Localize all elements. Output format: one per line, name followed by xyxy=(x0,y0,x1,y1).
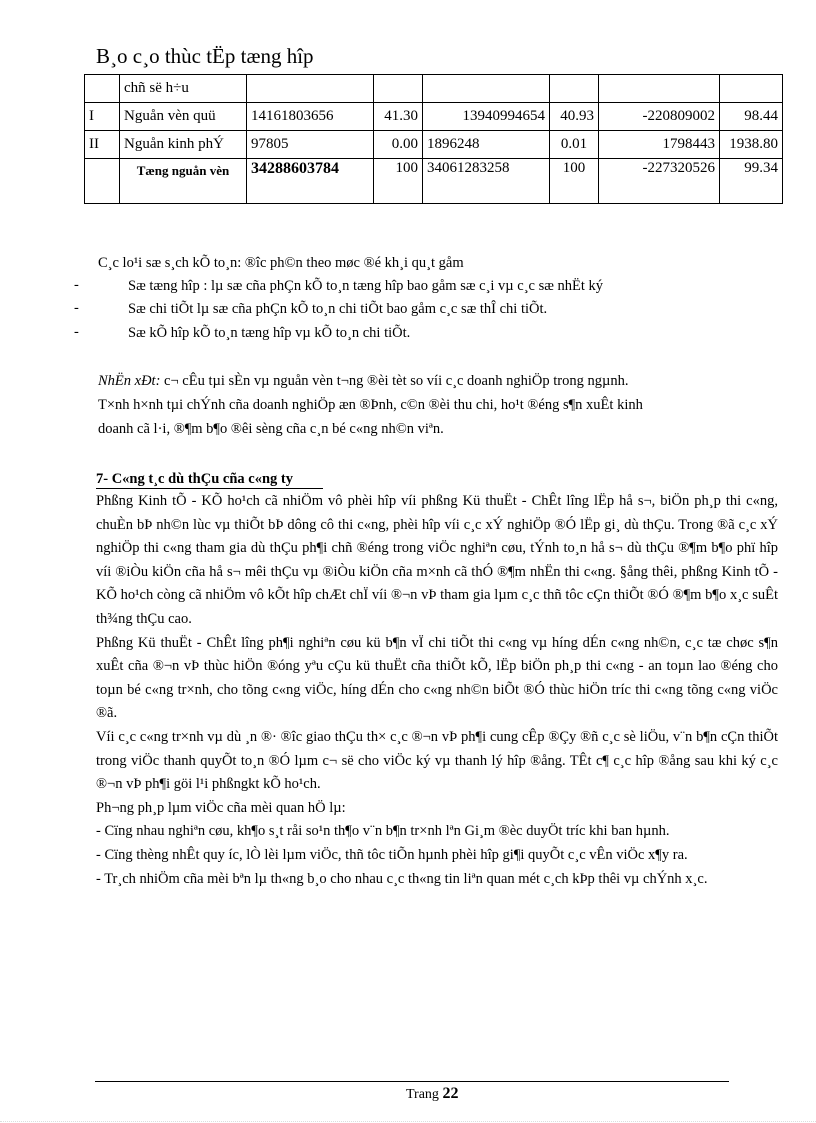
bullet-dash: - xyxy=(74,277,79,293)
row-number: I xyxy=(85,103,120,131)
row-name: Nguån vèn quü xyxy=(120,103,247,131)
paragraph: - Cïng thèng nhÊt quy íc, lÒ lèi lµm viÖc, thñ tôc tiÕn hµnh phèi hîp gi¶i quyÕt c¸c vÊn viÖc x¶y ra. xyxy=(96,846,688,863)
footer-label: Trang xyxy=(406,1087,439,1102)
row-value-2: 1896248 xyxy=(423,131,550,159)
page-title: B¸o c¸o thùc tËp tæng hîp xyxy=(96,44,314,68)
bullet-dash: - xyxy=(74,300,79,316)
remark-line-2: T×nh h×nh tµi chÝnh cña doanh nghiÖp æn ®Þnh, c©n ®èi thu chi, ho¹t ®éng s¶n xuÊt kinh xyxy=(98,397,643,413)
row-name: Nguån kinh phÝ xyxy=(120,131,247,159)
row-ratio: 1938.80 xyxy=(720,131,783,159)
total-value-1: 34288603784 xyxy=(247,159,374,204)
table-row xyxy=(85,131,783,159)
paragraph: Víi c¸c c«ng tr×nh vµ dù ¸n ®· ®îc giao thÇu th× c¸c ®¬n vÞ ph¶i cung cÊp ®Çy ®ñ c¸c sè liÖu, v¨n b¶n cÇn thiÕt trong viÖc thanh quyÕt to¸n ®Ó lµm c¬ së cho viÖc ký vµ thanh lý hîp ®ång. TÊt c¶ c¸c hîp ®ång sau khi ký c¸c ®¬n vÞ ph¶i göi l¹i phßngkt kÕ ho¹ch. xyxy=(96,728,778,793)
books-intro: C¸c lo¹i sæ s¸ch kÕ to¸n: ®îc ph©n theo møc ®é kh¸i qu¸t gåm xyxy=(98,255,464,271)
row-value-1: 97805 xyxy=(247,131,374,159)
page-edge xyxy=(0,1121,816,1122)
books-item: Sæ chi tiÕt lµ sæ cña phÇn kÕ to¸n chi tiÕt bao gåm c¸c sæ thÎ chi tiÕt. xyxy=(128,301,548,317)
total-percent-2: 100 xyxy=(550,159,599,204)
remark-line-3: doanh cã l·i, ®¶m b¶o ®êi sèng cña c¸n bé c«ng nh©n viªn. xyxy=(98,421,444,437)
table-row xyxy=(85,75,783,103)
table-header-cell: chñ së h÷u xyxy=(120,75,247,103)
bullet-dash: - xyxy=(74,324,79,340)
paragraph: Ph¬ng ph¸p lµm viÖc cña mèi quan hÖ lµ: xyxy=(96,799,346,816)
row-percent-1: 0.00 xyxy=(374,131,423,159)
capital-table xyxy=(84,74,783,204)
paragraph: - Cïng nhau nghiªn cøu, kh¶o s¸t råi so¹n th¶o v¨n b¶n tr×nh lªn Gi¸m ®èc duyÖt tríc khi ban hµnh. xyxy=(96,823,670,840)
row-difference: -220809002 xyxy=(599,103,720,131)
total-value-2: 34061283258 xyxy=(423,159,550,204)
footer-divider xyxy=(95,1081,729,1082)
page-number: 22 xyxy=(442,1085,459,1102)
row-percent-2: 0.01 xyxy=(550,131,599,159)
row-percent-2: 40.93 xyxy=(550,103,599,131)
paragraph: - Tr¸ch nhiÖm cña mèi bªn lµ th«ng b¸o cho nhau c¸c th«ng tin liªn quan mét c¸ch kÞp thêi vµ chÝnh x¸c. xyxy=(96,870,708,887)
remark-line-1: NhËn xÐt: c¬ cÊu tµi sÈn vµ nguån vèn t¬ng ®èi tèt so víi c¸c doanh nghiÖp trong ngµnh. xyxy=(98,373,629,389)
row-number: II xyxy=(85,131,120,159)
total-percent-1: 100 xyxy=(374,159,423,204)
paragraph: Phßng Kü thuËt - ChÊt lîng ph¶i nghiªn cøu kü b¶n vÏ chi tiÕt thi c«ng vµ híng dÉn c«ng nh©n, c¸c tæ chøc s¶n xuÊt cña ®¬n vÞ thùc hiÖn ®óng yªu cÇu kü thuËt cña thiÕt kÕ, lËp biÖn ph¸p thi c«ng - an toµn lao ®éng cho toµn bé c«ng tr×nh, cho tõng c«ng viÖc, híng dÉn cho c«ng nh©n biÕt ®Ó thùc hiÖn tríc thi c«ng tõng c«ng viÖc ®ã. xyxy=(96,634,778,722)
total-ratio: 99.34 xyxy=(720,159,783,204)
section-body xyxy=(96,490,778,891)
row-ratio: 98.44 xyxy=(720,103,783,131)
remark-label: NhËn xÐt: xyxy=(98,373,161,389)
row-value-1: 14161803656 xyxy=(247,103,374,131)
row-difference: 1798443 xyxy=(599,131,720,159)
row-value-2: 13940994654 xyxy=(423,103,550,131)
total-difference: -227320526 xyxy=(599,159,720,204)
table-total-row xyxy=(85,159,783,204)
paragraph: Phßng Kinh tÕ - KÕ ho¹ch cã nhiÖm vô phèi hîp víi phßng Kü thuËt - ChÊt lîng lËp hå s¬, biÖn ph¸p thi c«ng, chuÈn bÞ nh©n lùc vµ thiÕt bÞ dông cô thi c«ng, phèi hîp víi c¸c xÝ nghiÖp ®Ó lËp gi¸ dù thÇu. Trong ®ã c¸c xÝ nghiÖp thi c«ng tham gia dù thÇu ph¶i chñ ®éng trong viÖc nghiªn cøu, tÝnh to¸n hå s¬ dù thÇu ®¶m b¶o phï hîp víi ®iÒu kiÖn cña hå s¬ mêi thÇu vµ ®iÒu kiÖn cña m×nh cã thÓ ®¶m nhËn thi c«ng. §ång thêi, phßng Kinh tÕ - KÕ ho¹ch còng cã nhiÖm vô kÕt hîp chÆt chÏ víi ®¬n vÞ tham gia lµm c¸c thñ tôc cÇn thiÕt ®Ó ®¶m b¶o x¸c suÊt th¾ng thÇu cao. xyxy=(96,493,778,627)
books-item: Sæ tæng hîp : lµ sæ cña phÇn kÕ to¸n tæng hîp bao gåm sæ c¸i vµ c¸c sæ nhËt ký xyxy=(128,278,604,294)
table-row xyxy=(85,103,783,131)
page-footer xyxy=(406,1085,458,1103)
row-percent-1: 41.30 xyxy=(374,103,423,131)
books-item: Sæ kÕ hîp kÕ to¸n tæng hîp vµ kÕ to¸n chi tiÕt. xyxy=(128,325,411,341)
total-label: Tæng nguån vèn xyxy=(120,159,247,204)
section-heading: 7- C«ng t¸c dù thÇu cña c«ng ty xyxy=(96,471,323,489)
